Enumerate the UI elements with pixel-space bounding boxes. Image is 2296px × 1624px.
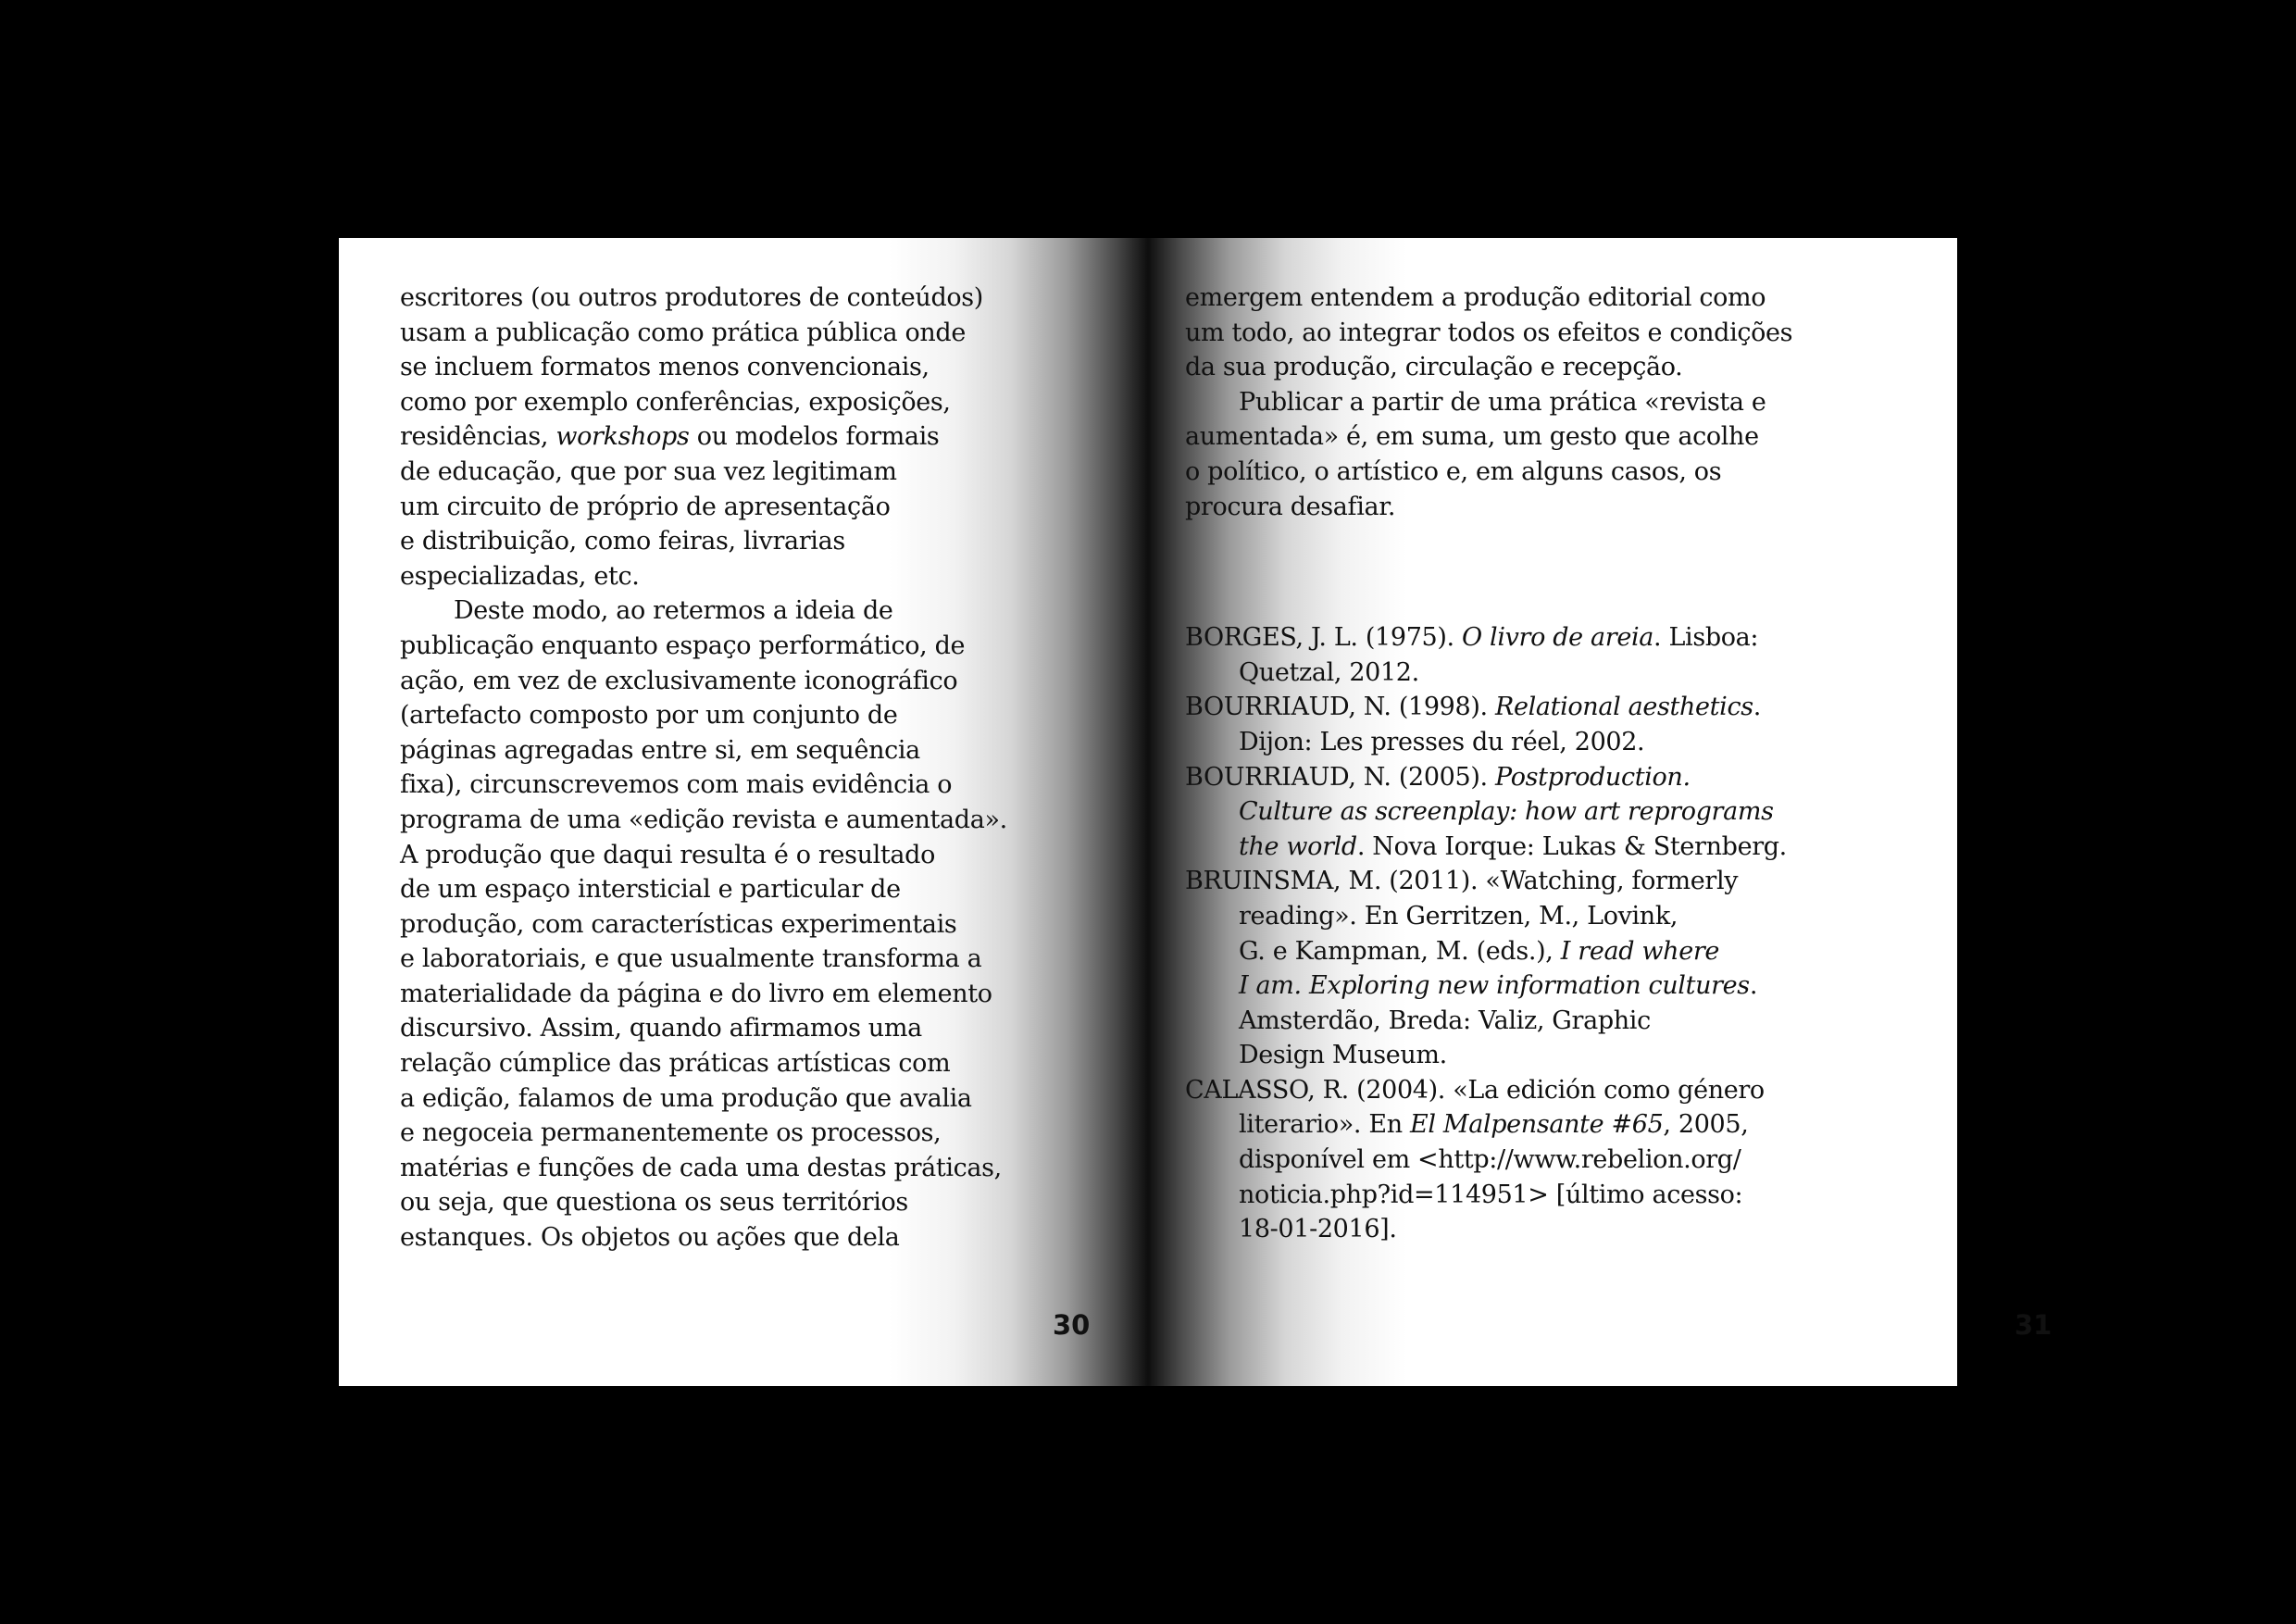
- body-text-line: aumentada» é, em suma, um gesto que acolhe: [1185, 422, 1759, 452]
- reference-line: [1185, 794, 1792, 830]
- body-text-line: de educação, que por sua vez legitimam: [400, 456, 897, 486]
- reference-line: Design Museum.: [1239, 1041, 1447, 1070]
- body-text-line: Publicar a partir de uma prática «revista e: [1239, 387, 1766, 417]
- reference-line: [1185, 690, 1792, 725]
- body-text-line: fixa), circunscrevemos com mais evidência o: [400, 770, 953, 800]
- body-text-line: materialidade da página e do livro em elemento: [400, 979, 992, 1008]
- text-run: . Nova Iorque: Lukas & Sternberg.: [1356, 831, 1787, 861]
- reference-line: [1185, 760, 1792, 795]
- body-text-line: publicação enquanto espaço performático, de: [400, 631, 966, 660]
- italic-title: workshops: [555, 422, 690, 452]
- open-book: [339, 238, 2053, 1386]
- body-text-line: se incluem formatos menos convencionais,: [400, 353, 930, 382]
- body-text-line: e negoceia permanentemente os processos,: [400, 1118, 942, 1148]
- body-text-line: especializadas, etc.: [400, 561, 640, 591]
- reference-line: [1185, 1107, 1792, 1143]
- body-text-line: produção, com características experimentais: [400, 909, 957, 939]
- reference-line: reading». En Gerritzen, M., Lovink,: [1239, 901, 1678, 931]
- italic-title: Postproduction.: [1494, 762, 1691, 792]
- body-text-line: programa de uma «edição revista e aumentada».: [400, 805, 1007, 834]
- italic-title: Culture as screenplay: how art reprograms: [1239, 797, 1774, 827]
- body-text-line: [400, 419, 1007, 455]
- reference-line: [1185, 830, 1792, 865]
- page-number-left: 30: [1053, 1309, 1091, 1341]
- body-text-line: (artefacto composto por um conjunto de: [400, 701, 898, 731]
- text-run: . Lisboa:: [1653, 623, 1759, 653]
- text-run: G. e Kampman, M. (eds.),: [1239, 936, 1561, 966]
- text-run: BOURRIAUD, N. (1998).: [1185, 693, 1495, 722]
- left-page: [339, 238, 1148, 1386]
- right-page-paragraph: [1185, 281, 1792, 524]
- text-run: , 2005,: [1663, 1110, 1749, 1140]
- right-page-body-text: [1185, 281, 1792, 1247]
- body-text-line: e distribuição, como feiras, livrarias: [400, 527, 845, 556]
- reference-line: disponível em <http://www.rebelion.org/: [1239, 1145, 1741, 1175]
- text-run: .: [1749, 971, 1758, 1001]
- reference-line: [1185, 968, 1792, 1004]
- page-number-right: 31: [2015, 1309, 2053, 1341]
- text-run: residências,: [400, 422, 556, 452]
- section-gap: [1185, 524, 1792, 620]
- text-run: BOURRIAUD, N. (2005).: [1185, 762, 1495, 792]
- italic-title: the world: [1239, 831, 1357, 861]
- body-text-line: o político, o artístico e, em alguns casos, os: [1185, 456, 1722, 486]
- reference-line: noticia.php?id=114951> [último acesso:: [1239, 1180, 1743, 1209]
- body-text-line: um circuito de próprio de apresentação: [400, 492, 891, 521]
- body-text-line: A produção que daqui resulta é o resultado: [400, 840, 936, 869]
- body-text-line: escritores (ou outros produtores de conteúdos): [400, 283, 983, 312]
- italic-title: O livro de areia: [1462, 623, 1653, 653]
- body-text-line: procura desafiar.: [1185, 492, 1396, 521]
- reference-line: Amsterdão, Breda: Valiz, Graphic: [1239, 1006, 1651, 1035]
- body-text-line: ação, em vez de exclusivamente iconográfico: [400, 666, 958, 695]
- body-text-line: usam a publicação como prática pública onde: [400, 318, 966, 347]
- body-text-line: e laboratoriais, e que usualmente transforma a: [400, 944, 982, 974]
- body-text-line: páginas agregadas entre si, em sequência: [400, 735, 920, 765]
- reference-line: [1185, 620, 1792, 656]
- text-run: .: [1753, 693, 1761, 722]
- body-text-line: Deste modo, ao retermos a ideia de: [454, 596, 893, 626]
- italic-title: I am. Exploring new information cultures: [1239, 971, 1750, 1001]
- body-text-line: matérias e funções de cada uma destas práticas,: [400, 1153, 1002, 1182]
- right-page: [1148, 238, 2053, 1386]
- text-run: BORGES, J. L. (1975).: [1185, 623, 1463, 653]
- body-text-line: estanques. Os objetos ou ações que dela: [400, 1223, 900, 1253]
- bibliography-list: [1185, 620, 1792, 1247]
- reference-line: Quetzal, 2012.: [1239, 657, 1419, 687]
- reference-line: 18-01-2016].: [1239, 1215, 1397, 1244]
- body-text-line: de um espaço intersticial e particular de: [400, 875, 901, 905]
- reference-line: CALASSO, R. (2004). «La edición como género: [1185, 1075, 1765, 1105]
- reference-line: Dijon: Les presses du réel, 2002.: [1239, 727, 1645, 756]
- italic-title: I read where: [1560, 936, 1720, 966]
- body-text-line: da sua produção, circulação e recepção.: [1185, 353, 1683, 382]
- body-text-line: como por exemplo conferências, exposições,: [400, 387, 951, 417]
- text-run: literario». En: [1239, 1110, 1411, 1140]
- body-text-line: ou seja, que questiona os seus territórios: [400, 1188, 908, 1218]
- reference-line: BRUINSMA, M. (2011). «Watching, formerly: [1185, 867, 1739, 896]
- body-text-line: um todo, ao integrar todos os efeitos e condições: [1185, 318, 1793, 347]
- left-page-body-text: [400, 281, 1007, 1255]
- italic-title: El Malpensante #65: [1410, 1110, 1664, 1140]
- body-text-line: a edição, falamos de uma produção que avalia: [400, 1083, 972, 1113]
- reference-line: [1185, 934, 1792, 969]
- body-text-line: emergem entendem a produção editorial como: [1185, 283, 1766, 312]
- body-text-line: relação cúmplice das práticas artísticas com: [400, 1049, 951, 1079]
- italic-title: Relational aesthetics: [1494, 693, 1753, 722]
- body-text-line: discursivo. Assim, quando afirmamos uma: [400, 1014, 922, 1043]
- text-run: ou modelos formais: [689, 422, 940, 452]
